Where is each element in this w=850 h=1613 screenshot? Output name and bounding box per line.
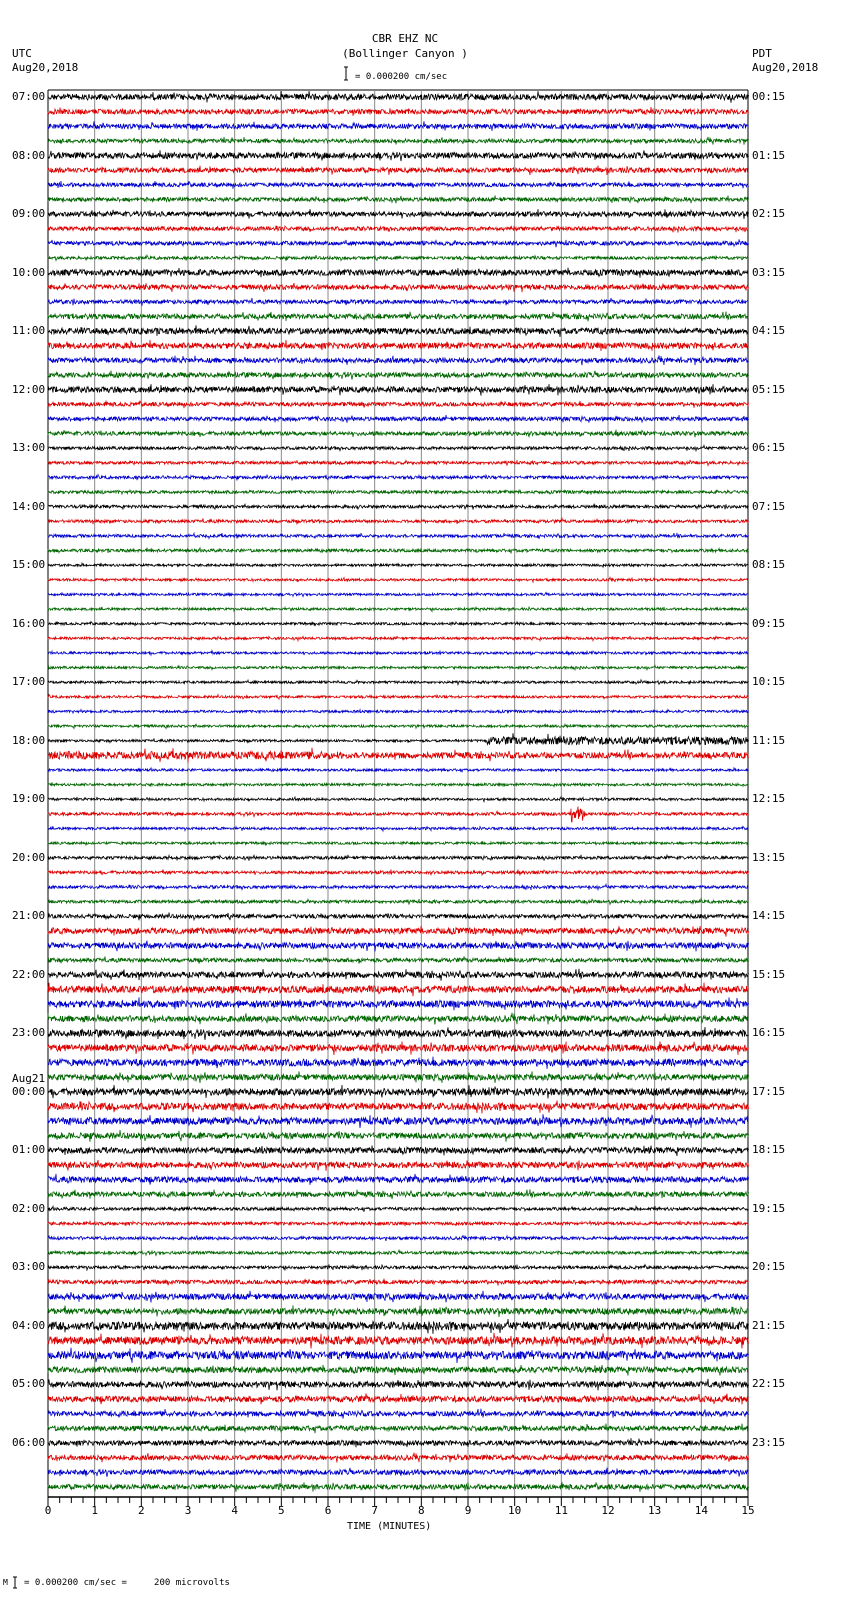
seismic-trace (48, 926, 749, 937)
seismic-trace (48, 1130, 749, 1142)
x-tick-label: 2 (138, 1504, 145, 1517)
seismic-trace (48, 680, 749, 685)
seismic-trace (48, 1071, 749, 1083)
seismic-trace (48, 548, 749, 554)
seismic-trace (48, 371, 749, 380)
seismic-trace (48, 196, 749, 204)
seismic-trace (48, 807, 749, 822)
seismic-trace (48, 870, 749, 876)
left-time-label: 13:00 (12, 441, 46, 455)
seismic-trace (48, 1027, 749, 1040)
left-time-label: 22:00 (12, 967, 46, 981)
x-tick-label: 10 (508, 1504, 522, 1517)
seismic-trace (48, 651, 749, 656)
seismic-trace (48, 384, 749, 396)
seismic-trace (48, 1146, 749, 1157)
station-title: CBR EHZ NC (371, 32, 439, 45)
seismic-trace (48, 268, 749, 278)
seismic-trace (48, 475, 749, 481)
x-tick-label: 14 (694, 1504, 708, 1517)
x-tick-label: 13 (648, 1504, 662, 1517)
x-tick-label: 11 (554, 1504, 568, 1517)
left-time-label: 14:00 (12, 499, 46, 513)
x-tick-label: 1 (91, 1504, 98, 1517)
seismic-trace (48, 166, 749, 176)
right-time-label: 22:15 (752, 1377, 786, 1391)
seismic-trace (48, 255, 749, 261)
right-time-label: 08:15 (752, 558, 786, 572)
x-axis-title: TIME (MINUTES) (347, 1521, 432, 1532)
right-time-label: 09:15 (752, 616, 786, 630)
seismic-trace (48, 956, 749, 963)
station-location: (Bollinger Canyon ) (342, 47, 468, 60)
x-tick-label: 5 (278, 1504, 285, 1517)
seismic-trace (48, 283, 749, 292)
x-tick-label: 4 (231, 1504, 238, 1517)
seismic-trace (48, 239, 749, 247)
left-time-label: 08:00 (12, 148, 46, 162)
seismic-trace (48, 1114, 749, 1128)
x-tick-label: 0 (44, 1504, 52, 1517)
seismic-trace (48, 1365, 749, 1376)
seismic-trace (48, 969, 749, 981)
seismic-trace (48, 841, 749, 845)
left-time-label: 23:00 (12, 1026, 46, 1040)
left-date: Aug20,2018 (12, 61, 79, 74)
seismic-trace (48, 941, 749, 952)
seismic-trace (48, 1221, 749, 1227)
right-time-label: 20:15 (752, 1260, 786, 1274)
left-time-label: 17:00 (12, 675, 46, 689)
seismic-trace (48, 533, 749, 539)
seismic-trace (48, 622, 749, 627)
left-time-label: 07:00 (12, 90, 46, 103)
left-time-label: 06:00 (12, 1435, 46, 1449)
right-time-label: 13:15 (752, 850, 786, 864)
seismic-trace (48, 724, 749, 728)
x-tick-label: 6 (324, 1504, 332, 1517)
seismic-trace (48, 1235, 749, 1241)
seismic-trace (48, 1333, 749, 1349)
seismic-trace (48, 1453, 749, 1463)
seismic-trace (48, 826, 749, 831)
seismic-trace (48, 401, 749, 409)
seismic-trace (48, 340, 749, 351)
seismic-trace (48, 997, 749, 1010)
x-tick-label: 9 (464, 1504, 472, 1517)
seismic-trace (48, 1160, 749, 1171)
seismic-trace (48, 1174, 749, 1185)
left-time-label: 12:00 (12, 382, 46, 396)
seismic-trace (48, 1409, 749, 1419)
seismic-trace (48, 797, 749, 802)
seismic-trace (48, 1348, 749, 1363)
seismic-trace (48, 1482, 749, 1492)
seismic-trace (48, 209, 749, 219)
seismic-trace (48, 1379, 749, 1391)
left-time-label: 01:00 (12, 1143, 46, 1157)
footer-prefix: M (3, 1578, 8, 1587)
seismic-trace (48, 312, 749, 322)
right-time-label: 16:15 (752, 1026, 786, 1040)
left-time-label: 11:00 (12, 324, 46, 338)
seismic-trace (48, 150, 749, 161)
right-time-label: 19:15 (752, 1201, 786, 1215)
left-time-label: 04:00 (12, 1318, 46, 1332)
seismic-trace (48, 913, 749, 921)
seismic-trace (48, 1206, 749, 1212)
right-date: Aug20,2018 (752, 61, 819, 74)
date-change-label: Aug21 (12, 1071, 46, 1085)
seismic-trace (48, 1057, 749, 1069)
seismic-trace (48, 1250, 749, 1255)
seismic-trace (48, 518, 749, 524)
x-tick-label: 7 (371, 1504, 378, 1517)
seismic-trace (48, 1393, 749, 1404)
scale-bar-icon (344, 67, 348, 80)
footer-scale-bar-icon (13, 1577, 17, 1588)
seismic-trace (48, 636, 749, 641)
seismic-trace (48, 563, 749, 568)
seismic-trace (48, 298, 749, 306)
right-time-label: 15:15 (752, 967, 786, 981)
seismic-trace (48, 1438, 749, 1447)
seismic-trace (48, 666, 749, 670)
seismic-trace (48, 1189, 749, 1199)
seismic-trace (48, 607, 749, 612)
seismic-trace (48, 325, 749, 337)
seismic-trace (48, 1085, 749, 1099)
seismic-trace (48, 710, 749, 714)
left-time-label: 00:00 (12, 1084, 46, 1098)
seismic-trace (48, 884, 749, 890)
right-time-label: 11:15 (752, 733, 786, 747)
seismic-trace (48, 1424, 749, 1434)
seismic-trace (48, 504, 749, 509)
right-timezone: PDT (752, 47, 772, 60)
seismic-trace (48, 415, 749, 423)
seismic-trace (48, 1468, 749, 1477)
left-time-label: 18:00 (12, 733, 46, 747)
left-time-label: 19:00 (12, 792, 46, 806)
seismic-trace (48, 1013, 749, 1025)
seismic-trace (48, 592, 749, 596)
right-time-label: 03:15 (752, 265, 786, 279)
seismic-trace (48, 91, 749, 103)
left-time-label: 03:00 (12, 1260, 46, 1274)
x-tick-label: 8 (418, 1504, 425, 1517)
seismic-trace (48, 577, 749, 582)
seismic-trace (48, 107, 749, 116)
seismic-trace (48, 121, 749, 131)
seismic-trace (48, 355, 749, 365)
right-time-label: 17:15 (752, 1084, 786, 1098)
seismic-trace (48, 490, 749, 495)
seismic-trace (48, 1042, 749, 1055)
right-time-label: 00:15 (752, 90, 786, 103)
left-time-label: 02:00 (12, 1201, 46, 1215)
right-time-label: 18:15 (752, 1143, 786, 1157)
seismic-trace (48, 1101, 749, 1114)
right-time-label: 07:15 (752, 499, 786, 513)
seismic-trace (48, 1319, 749, 1334)
seismic-trace (48, 782, 749, 786)
right-time-label: 05:15 (752, 382, 786, 396)
seismic-trace (48, 460, 749, 466)
right-time-label: 04:15 (752, 324, 786, 338)
left-time-label: 05:00 (12, 1377, 46, 1391)
left-time-label: 10:00 (12, 265, 46, 279)
left-time-label: 21:00 (12, 909, 46, 923)
x-tick-label: 15 (741, 1504, 755, 1517)
seismic-trace (48, 181, 749, 189)
seismic-trace (48, 226, 749, 233)
seismic-trace (48, 983, 749, 997)
right-time-label: 12:15 (752, 792, 786, 806)
right-time-label: 10:15 (752, 675, 786, 689)
right-time-label: 14:15 (752, 909, 786, 923)
left-time-label: 16:00 (12, 616, 46, 630)
seismic-trace (48, 430, 749, 438)
x-tick-label: 12 (601, 1504, 615, 1517)
right-time-label: 02:15 (752, 207, 786, 221)
scale-label: = 0.000200 cm/sec (355, 72, 448, 82)
seismic-trace (48, 855, 749, 861)
seismic-trace (48, 137, 749, 145)
left-timezone: UTC (12, 47, 32, 60)
left-time-label: 09:00 (12, 207, 46, 221)
right-time-label: 01:15 (752, 148, 786, 162)
seismic-trace (48, 1305, 749, 1317)
seismic-trace (48, 748, 749, 763)
seismic-trace (48, 899, 749, 905)
seismic-trace (48, 446, 749, 452)
seismic-trace (48, 1291, 749, 1303)
seismic-trace (48, 1279, 749, 1286)
right-time-label: 06:15 (752, 441, 786, 455)
left-time-label: 15:00 (12, 558, 46, 572)
footer-scale-note: = 0.000200 cm/sec = 200 microvolts (24, 1578, 230, 1588)
right-time-label: 23:15 (752, 1435, 786, 1449)
right-time-label: 21:15 (752, 1318, 786, 1332)
left-time-label: 20:00 (12, 850, 46, 864)
seismic-trace (48, 768, 749, 773)
x-tick-label: 3 (184, 1504, 192, 1517)
seismic-trace (48, 695, 749, 700)
seismic-trace (48, 1265, 749, 1271)
seismic-trace (48, 733, 749, 745)
